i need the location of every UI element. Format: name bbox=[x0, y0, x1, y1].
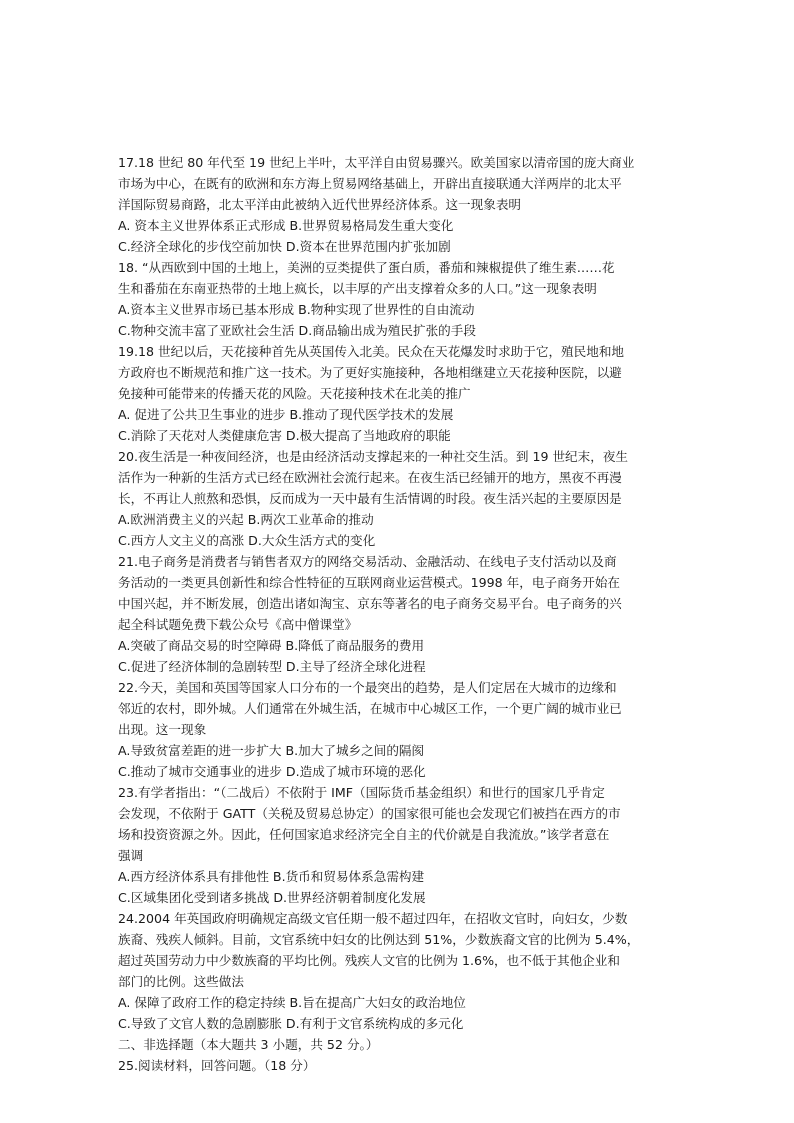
text-line: 免接种可能带来的传播天花的风险。天花接种技术在北美的推广 bbox=[118, 386, 471, 401]
text-line: C.消除了天花对人类健康危害 D.极大提高了当地政府的职能 bbox=[118, 428, 451, 443]
text-line: A. 促进了公共卫生事业的进步 B.推动了现代医学技术的发展 bbox=[118, 407, 454, 422]
text-line: C.促进了经济体制的急剧转型 D.主导了经济全球化进程 bbox=[118, 659, 426, 674]
text-line: 出现。这一现象 bbox=[118, 722, 207, 737]
text-line: A. 保障了政府工作的稳定持续 B.旨在提高广大妇女的政治地位 bbox=[118, 995, 466, 1010]
text-line: 24.2004 年英国政府明确规定高级文官任期一般不超过四年，在招收文官时，向妇女，少数 bbox=[118, 911, 628, 926]
text-line: C.推动了城市交通事业的进步 D.造成了城市环境的恶化 bbox=[118, 764, 426, 779]
text-line: A.资本主义世界市场已基本形成 B.物种实现了世界性的自由流动 bbox=[118, 302, 475, 317]
text-line: C.物种交流丰富了亚欧社会生活 D.商品输出成为殖民扩张的手段 bbox=[118, 323, 476, 338]
text-line: 生和番茄在东南亚热带的土地上疯长，以丰厚的产出支撑着众多的人口。”这一现象表明 bbox=[118, 281, 597, 296]
text-line: 21.电子商务是消费者与销售者双方的网络交易活动、金融活动、在线电子支付活动以及商 bbox=[118, 554, 617, 569]
text-line: C.西方人文主义的高涨 D.大众生活方式的变化 bbox=[118, 533, 376, 548]
text-line: 务活动的一类更具创新性和综合性特征的互联网商业运营模式。1998 年，电子商务开始在 bbox=[118, 575, 621, 590]
text-line: A.西方经济体系具有排他性 B.货币和贸易体系急需构建 bbox=[118, 869, 425, 884]
text-line: 部门的比例。这些做法 bbox=[118, 974, 244, 989]
text-line: 超过英国劳动力中少数族裔的平均比例。残疾人文官的比例为 1.6%，也不低于其他企业和 bbox=[118, 953, 620, 968]
text-line: A. 资本主义世界体系正式形成 B.世界贸易格局发生重大变化 bbox=[118, 218, 454, 233]
text-line: A.突破了商品交易的时空障碍 B.降低了商品服务的费用 bbox=[118, 638, 425, 653]
text-line: 18. “从西欧到中国的土地上，美洲的豆类提供了蛋白质，番茄和辣椒提供了维生素……花 bbox=[118, 260, 615, 275]
exam-page bbox=[118, 152, 680, 1076]
text-line: C.导致了文官人数的急剧膨胀 D.有利于文官系统构成的多元化 bbox=[118, 1016, 464, 1031]
text-line: A.欧洲消费主义的兴起 B.两次工业革命的推动 bbox=[118, 512, 374, 527]
text-line: 19.18 世纪以后，天花接种首先从英国传入北美。民众在天花爆发时求助于它，殖民地和地 bbox=[118, 344, 625, 359]
text-line: 25.阅读材料，回答问题。（18 分） bbox=[118, 1058, 316, 1073]
text-line: 会发现，不依附于 GATT（关税及贸易总协定）的国家很可能也会发现它们被挡在西方的市 bbox=[118, 806, 621, 821]
text-line: 20.夜生活是一种夜间经济，也是由经济活动支撑起来的一种社交生活。到 19 世纪末，夜生 bbox=[118, 449, 629, 464]
text-line: 方政府也不断规范和推广这一技术。为了更好实施接种，各地相继建立天花接种医院，以避 bbox=[118, 365, 622, 380]
text-line: 起全科试题免费下载公众号《高中僧课堂》 bbox=[118, 617, 358, 632]
text-line: 二、非选择题（本大题共 3 小题，共 52 分。） bbox=[118, 1037, 379, 1052]
text-line: 长，不再让人煎熬和恐惧，反而成为一天中最有生活情调的时段。夜生活兴起的主要原因是 bbox=[118, 491, 622, 506]
text-line: 活作为一种新的生活方式已经在欧洲社会流行起来。在夜生活已经铺开的地方，黑夜不再漫 bbox=[118, 470, 622, 485]
text-line: 17.18 世纪 80 年代至 19 世纪上半叶，太平洋自由贸易骤兴。欧美国家以清帝国的庞大商业 bbox=[118, 155, 635, 170]
text-line: 场和投资资源之外。因此，任何国家追求经济完全自主的代价就是自我流放。”该学者意在 bbox=[118, 827, 610, 842]
text-line: 市场为中心，在既有的欧洲和东方海上贸易网络基础上，开辟出直接联通大洋两岸的北太平 bbox=[118, 176, 622, 191]
text-line: 族裔、残疾人倾斜。目前，文官系统中妇女的比例达到 51%，少数族裔文官的比例为 5.4%， bbox=[118, 932, 640, 947]
text-line: A.导致贫富差距的进一步扩大 B.加大了城乡之间的隔阂 bbox=[118, 743, 425, 758]
text-line: 23.有学者指出：“（二战后）不依附于 IMF（国际货币基金组织）和世行的国家几乎肯定 bbox=[118, 785, 605, 800]
text-line: C.经济全球化的步伐空前加快 D.资本在世界范围内扩张加剧 bbox=[118, 239, 451, 254]
text-line: 中国兴起，并不断发展，创造出诸如淘宝、京东等著名的电子商务交易平台。电子商务的兴 bbox=[118, 596, 622, 611]
text-line: 强调 bbox=[118, 848, 144, 863]
text-line: 洋国际贸易商路，北太平洋由此被纳入近代世界经济体系。这一现象表明 bbox=[118, 197, 521, 212]
text-line: 22.今天，美国和英国等国家人口分布的一个最突出的趋势，是人们定居在大城市的边缘和 bbox=[118, 680, 617, 695]
text-line: 邻近的农村，即外城。人们通常在外城生活，在城市中心城区工作，一个更广阔的城市业已 bbox=[118, 701, 622, 716]
text-line: C.区域集团化受到诸多挑战 D.世界经济朝着制度化发展 bbox=[118, 890, 426, 905]
